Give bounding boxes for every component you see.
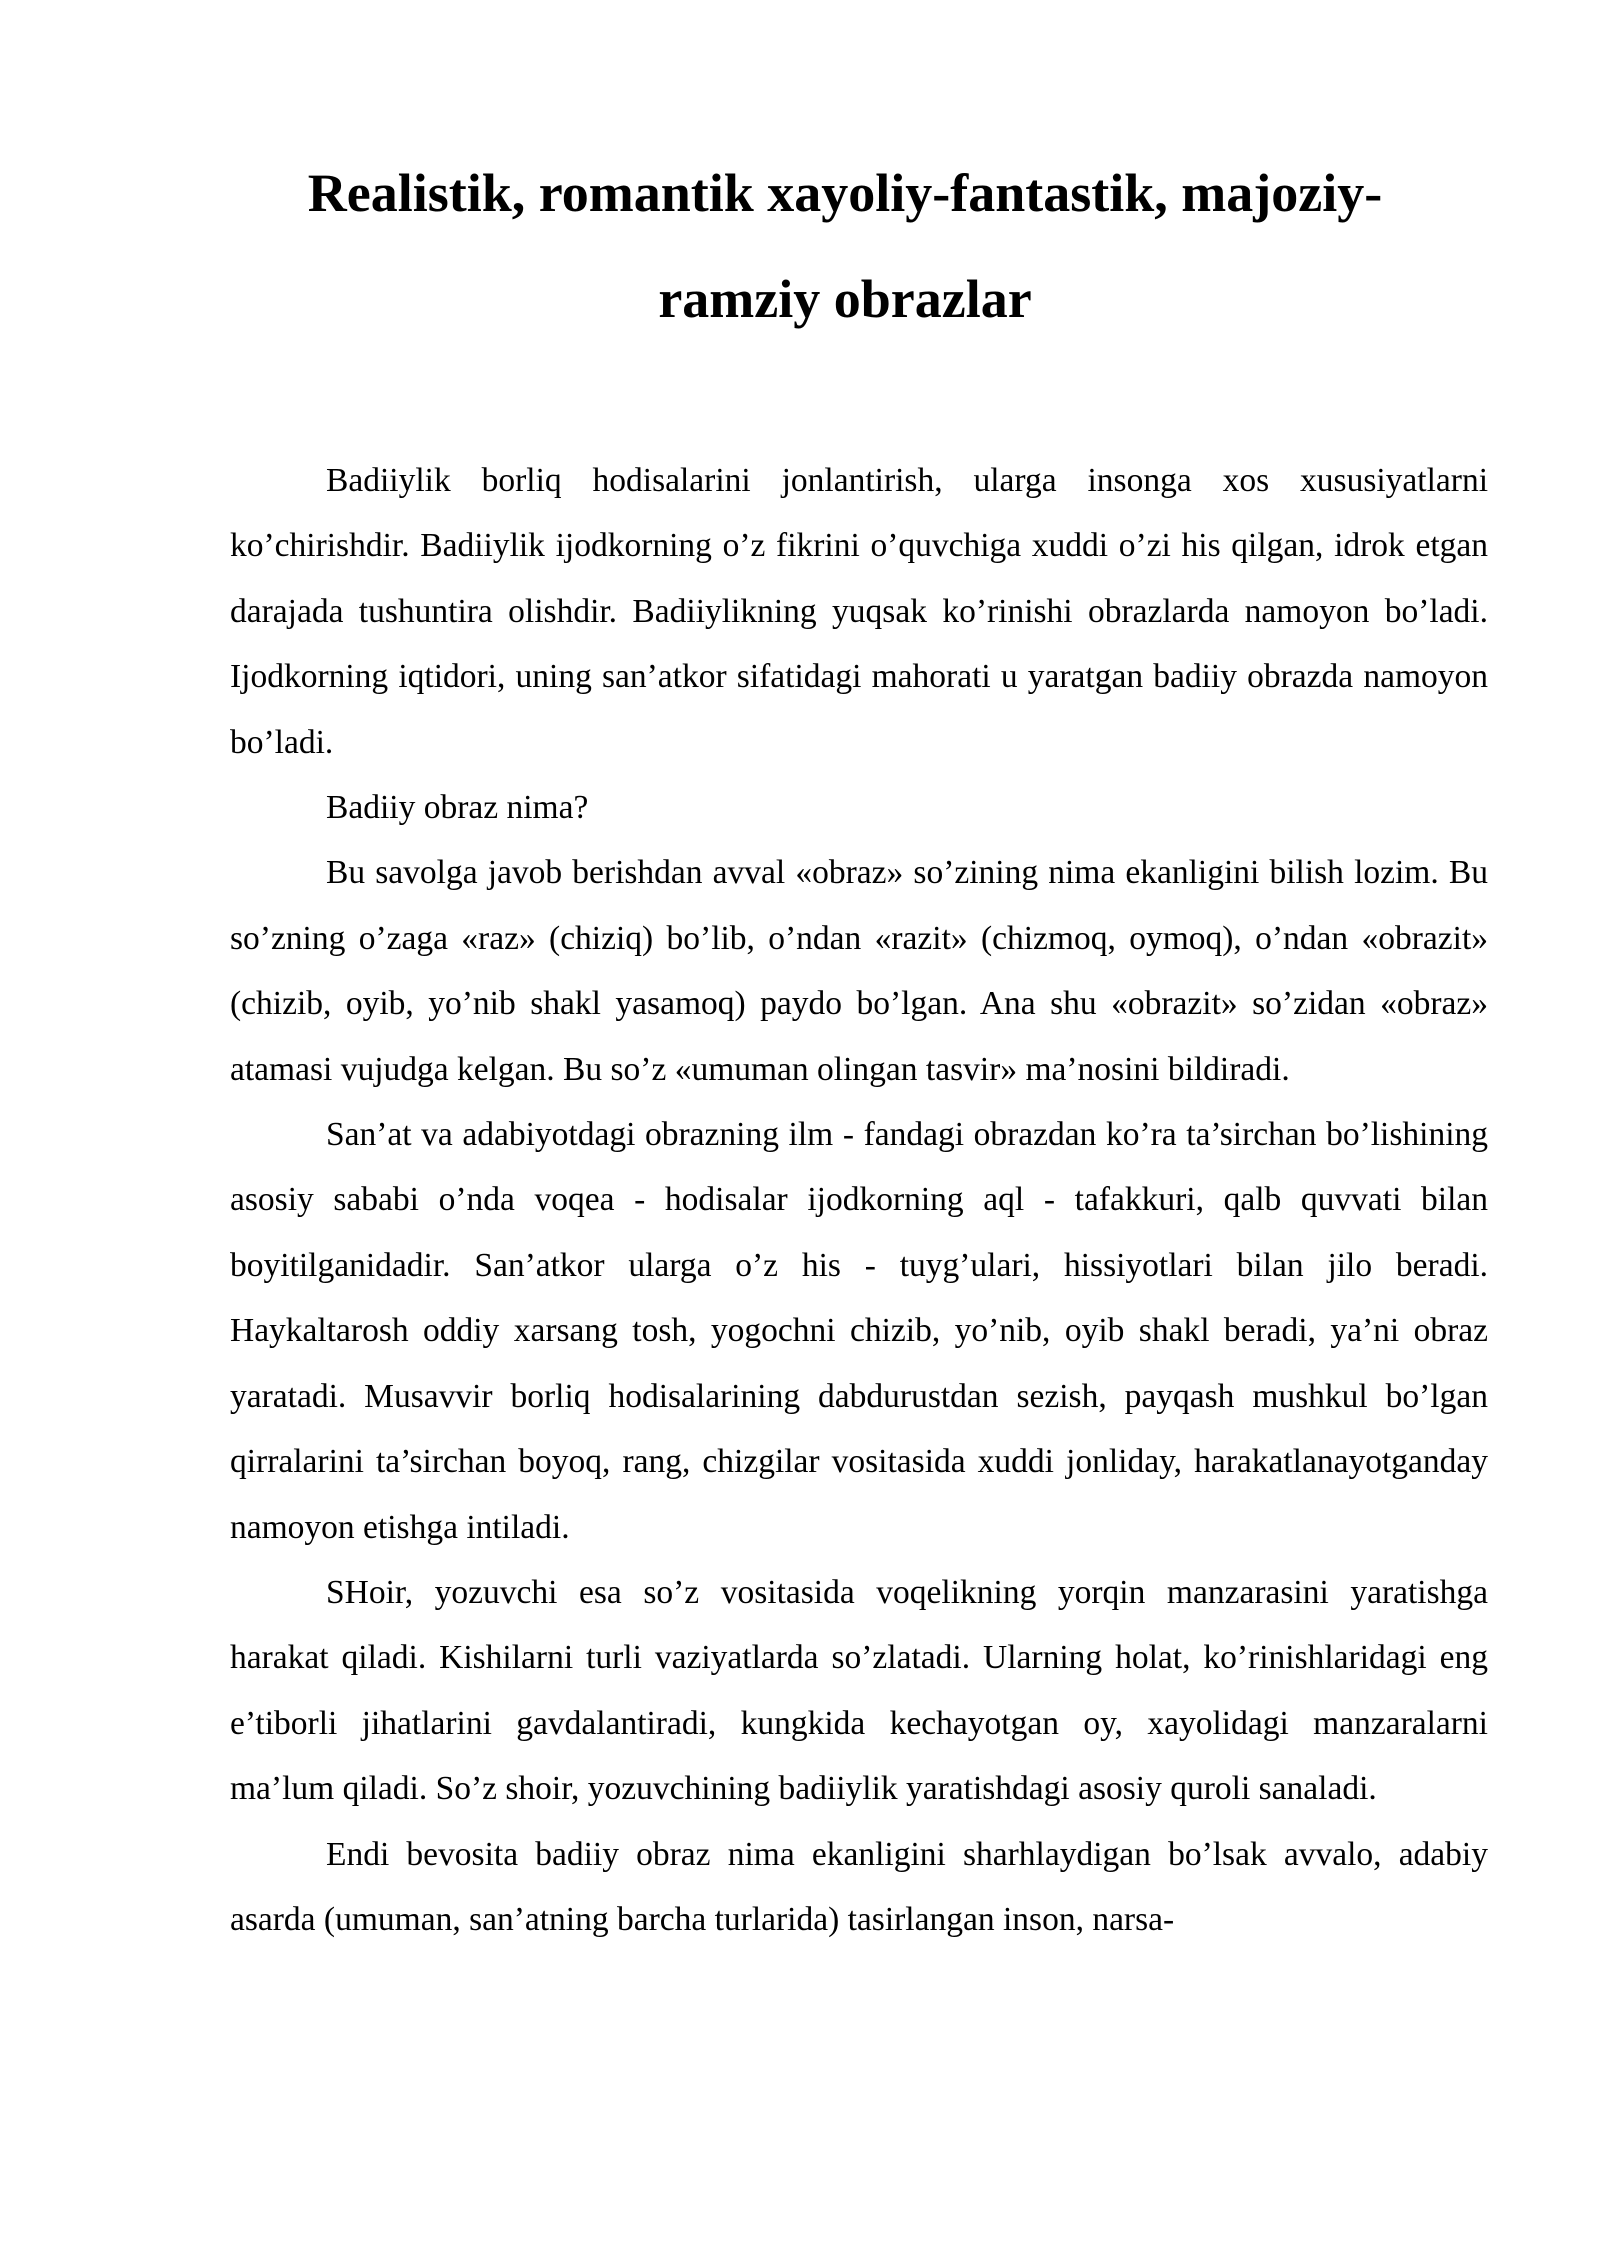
paragraph-5: SHoir, yozuvchi esa so’z vositasida voqelikning yorqin manzarasini yaratishga harakat qiladi. Kishilarni turli vaziyatlarda so’zlatadi. Ularning holat, ko’rinishlaridagi eng e’tiborli jihatlarini gavdalantiradi, kungkida kechayotgan oy, xayolidagi manzaralarni ma’lum qiladi. So’z shoir, yozuvchining badiiylik yaratishdagi asosiy quroli sanaladi. xyxy=(230,1573,1488,1808)
document-title: Realistik, romantik xayoliy-fantastik, majoziy-ramziy obrazlar xyxy=(307,163,1383,329)
paragraph-6: Endi bevosita badiiy obraz nima ekanligini sharhlaydigan bo’lsak avvalo, adabiy asarda (umuman, san’atning barcha turlarida) tasirlangan inson, narsa- xyxy=(230,1835,1488,1938)
paragraph-2: Badiiy obraz nima? xyxy=(326,789,589,827)
paragraph-3: Bu savolga javob berishdan avval «obraz» so’zining nima ekanligini bilish lozim. Bu so’zning o’zaga «raz» (chiziq) bo’lib, o’ndan «razit» (chizmoq, oymoq), o’ndan «obrazit» (chizib, oyib, yo’nib shakl yasamoq) paydo bo’lgan. Ana shu «obrazit» so’zidan «obraz» atamasi vujudga kelgan. Bu so’z «umuman olingan tasvir» ma’nosini bildiradi. xyxy=(230,854,1488,1088)
document-body xyxy=(230,448,1488,1952)
paragraph-1: Badiiylik borliq hodisalarini jonlantirish, ularga insonga xos xususiyatlarni ko’chirishdir. Badiiylik ijodkorning o’z fikrini o’quvchiga xuddi o’zi his qilgan, idrok etgan darajada tushuntira olishdir. Badiiylikning yuqsak ko’rinishi obrazlarda namoyon bo’ladi. Ijodkorning iqtidori, uning san’atkor sifatidagi mahorati u yaratgan badiiy obrazda namoyon bo’ladi. xyxy=(230,462,1488,761)
paragraph-4: San’at va adabiyotdagi obrazning ilm - fandagi obrazdan ko’ra ta’sirchan bo’lishining asosiy sababi o’nda voqea - hodisalar ijodkorning aql - tafakkuri, qalb quvvati bilan boyitilganidadir. San’atkor ularga o’z his - tuyg’ulari, hissiyotlari bilan jilo beradi. Haykaltarosh oddiy xarsang tosh, yogochni chizib, yo’nib, oyib shakl beradi, ya’ni obraz yaratadi. Musavvir borliq hodisalarining dabdurustdan sezish, payqash mushkul bo’lgan qirralarini ta’sirchan boyoq, rang, chizgilar vositasida xuddi jonliday, harakatlanayotganday namoyon etishga intiladi. xyxy=(230,1116,1488,1546)
